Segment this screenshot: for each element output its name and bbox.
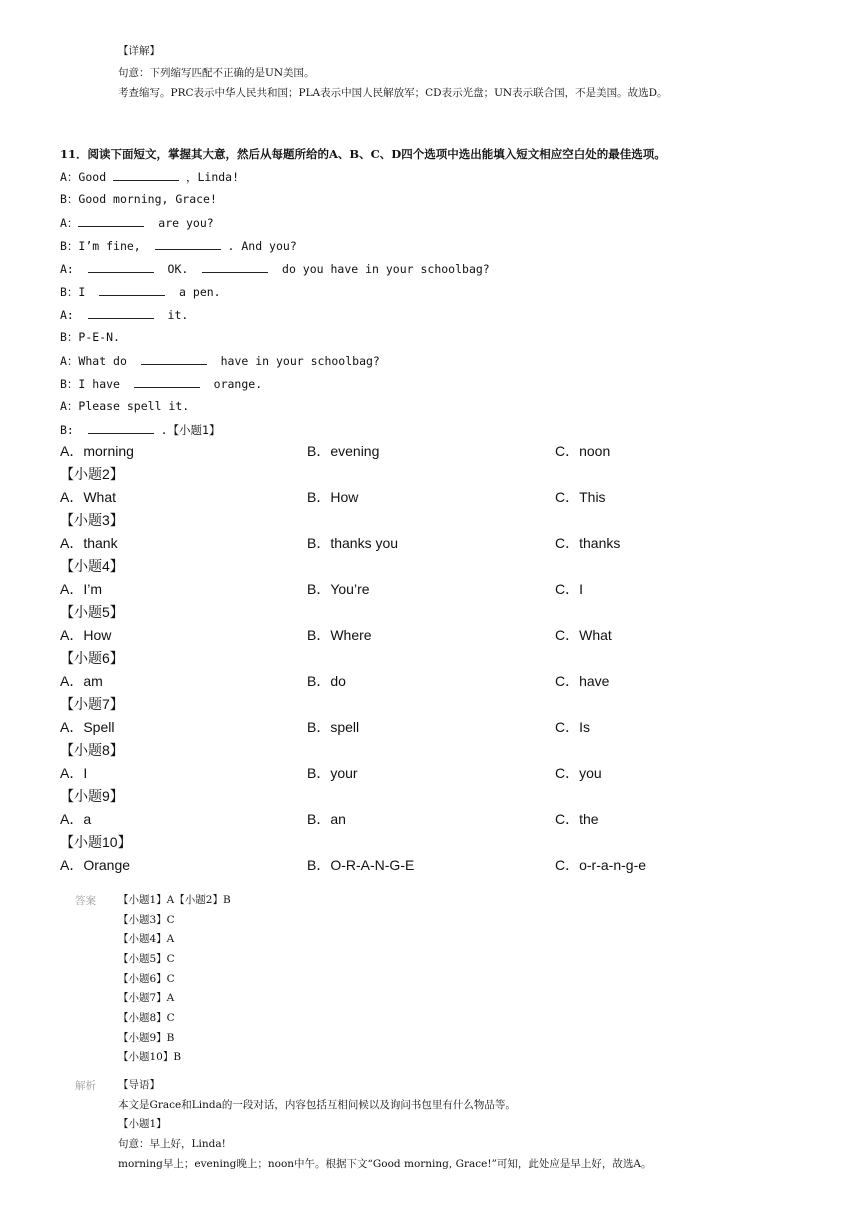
- option-c: C．have: [555, 673, 610, 689]
- answer-blank: [155, 237, 221, 250]
- answer-label: 答案: [75, 895, 96, 907]
- dialogue-line: A: it.: [60, 308, 189, 322]
- option-c: C．o-r-a-n-g-e: [555, 857, 647, 873]
- option-b: B．do: [307, 673, 346, 689]
- option-b: B．an: [307, 811, 346, 827]
- option-a: A．Spell: [60, 719, 115, 735]
- answer-line: 【小题5】C: [118, 953, 175, 965]
- analysis-line: morning早上；evening晚上；noon中午。根据下文“Good morning, Grace!”可知，此处应是早上好，故选A。: [118, 1158, 652, 1170]
- option-b: B．How: [307, 489, 359, 505]
- dialogue-line: B: .【小题1】: [60, 423, 221, 437]
- option-a: A．I: [60, 765, 88, 781]
- option-c: C．Is: [555, 719, 590, 735]
- option-c: C．This: [555, 489, 606, 505]
- analysis-line: 【导语】: [118, 1079, 160, 1091]
- analysis-line: 本文是Grace和Linda的一段对话，内容包括互相问候以及询问书包里有什么物品等。: [118, 1099, 516, 1111]
- option-b: B．Where: [307, 627, 372, 643]
- subquestion-label: 【小题4】: [60, 558, 124, 574]
- option-b: B．O-R-A-N-G-E: [307, 857, 415, 873]
- answer-line: 【小题6】C: [118, 973, 175, 985]
- subquestion-label: 【小题5】: [60, 604, 124, 620]
- subquestion-label: 【小题3】: [60, 512, 124, 528]
- question-heading: 11．阅读下面短文，掌握其大意，然后从每题所给的A、B、C、D四个选项中选出能填入短文相应空白处的最佳选项。: [60, 147, 666, 161]
- analysis-line: 句意：早上好，Linda!: [118, 1138, 226, 1150]
- option-c: C．the: [555, 811, 599, 827]
- option-b: B．thanks you: [307, 535, 399, 551]
- answer-blank: [99, 283, 165, 296]
- dialogue-line: A：What do have in your schoolbag?: [60, 354, 380, 368]
- answer-line: 【小题9】B: [118, 1032, 175, 1044]
- answer-blank: [88, 421, 154, 434]
- option-a: A．How: [60, 627, 112, 643]
- dialogue-line: A： are you?: [60, 216, 214, 230]
- answer-line: 【小题7】A: [118, 992, 175, 1004]
- option-a: A．morning: [60, 443, 134, 459]
- option-c: C．What: [555, 627, 612, 643]
- option-a: A．What: [60, 489, 117, 505]
- dialogue-line: B：I’m fine, . And you?: [60, 239, 297, 253]
- analysis-label: 解析: [75, 1080, 96, 1092]
- detail-label: 【详解】: [118, 45, 160, 57]
- answer-line: 【小题8】C: [118, 1012, 175, 1024]
- option-b: B．spell: [307, 719, 360, 735]
- option-a: A．thank: [60, 535, 118, 551]
- option-b: B．your: [307, 765, 358, 781]
- answer-blank: [141, 352, 207, 365]
- subquestion-label: 【小题6】: [60, 650, 124, 666]
- option-a: A．a: [60, 811, 92, 827]
- answer-line: 【小题1】A【小题2】B: [118, 894, 231, 906]
- subquestion-label: 【小题2】: [60, 466, 124, 482]
- option-b: B．evening: [307, 443, 380, 459]
- dialogue-line: B：I a pen.: [60, 285, 221, 299]
- answer-blank: [134, 375, 200, 388]
- option-c: C．you: [555, 765, 602, 781]
- answer-blank: [88, 306, 154, 319]
- option-a: A．am: [60, 673, 103, 689]
- option-b: B．You’re: [307, 581, 370, 597]
- answer-line: 【小题4】A: [118, 933, 175, 945]
- answer-blank: [88, 260, 154, 273]
- detail-sentence: 句意：下列缩写匹配不正确的是UN美国。: [118, 67, 315, 79]
- subquestion-label: 【小题10】: [60, 834, 132, 850]
- option-c: C．noon: [555, 443, 611, 459]
- option-c: C．I: [555, 581, 583, 597]
- dialogue-line: B：Good morning, Grace!: [60, 192, 217, 206]
- answer-blank: [113, 168, 179, 181]
- subquestion-label: 【小题7】: [60, 696, 124, 712]
- dialogue-line: B：P-E-N.: [60, 330, 120, 344]
- answer-blank: [78, 214, 144, 227]
- subquestion-label: 【小题9】: [60, 788, 124, 804]
- dialogue-line: A: OK. do you have in your schoolbag?: [60, 262, 490, 276]
- option-a: A．Orange: [60, 857, 131, 873]
- detail-explain: 考查缩写。PRC表示中华人民共和国；PLA表示中国人民解放军；CD表示光盘；UN表示联合国，不是美国。故选D。: [118, 87, 668, 99]
- answer-line: 【小题10】B: [118, 1051, 182, 1063]
- dialogue-line: A：Good ，Linda!: [60, 170, 240, 184]
- option-c: C．thanks: [555, 535, 621, 551]
- answer-line: 【小题3】C: [118, 914, 175, 926]
- analysis-line: 【小题1】: [118, 1118, 167, 1130]
- dialogue-line: A：Please spell it.: [60, 399, 190, 413]
- subquestion-label: 【小题8】: [60, 742, 124, 758]
- answer-blank: [202, 260, 268, 273]
- dialogue-line: B：I have orange.: [60, 377, 263, 391]
- option-a: A．I’m: [60, 581, 102, 597]
